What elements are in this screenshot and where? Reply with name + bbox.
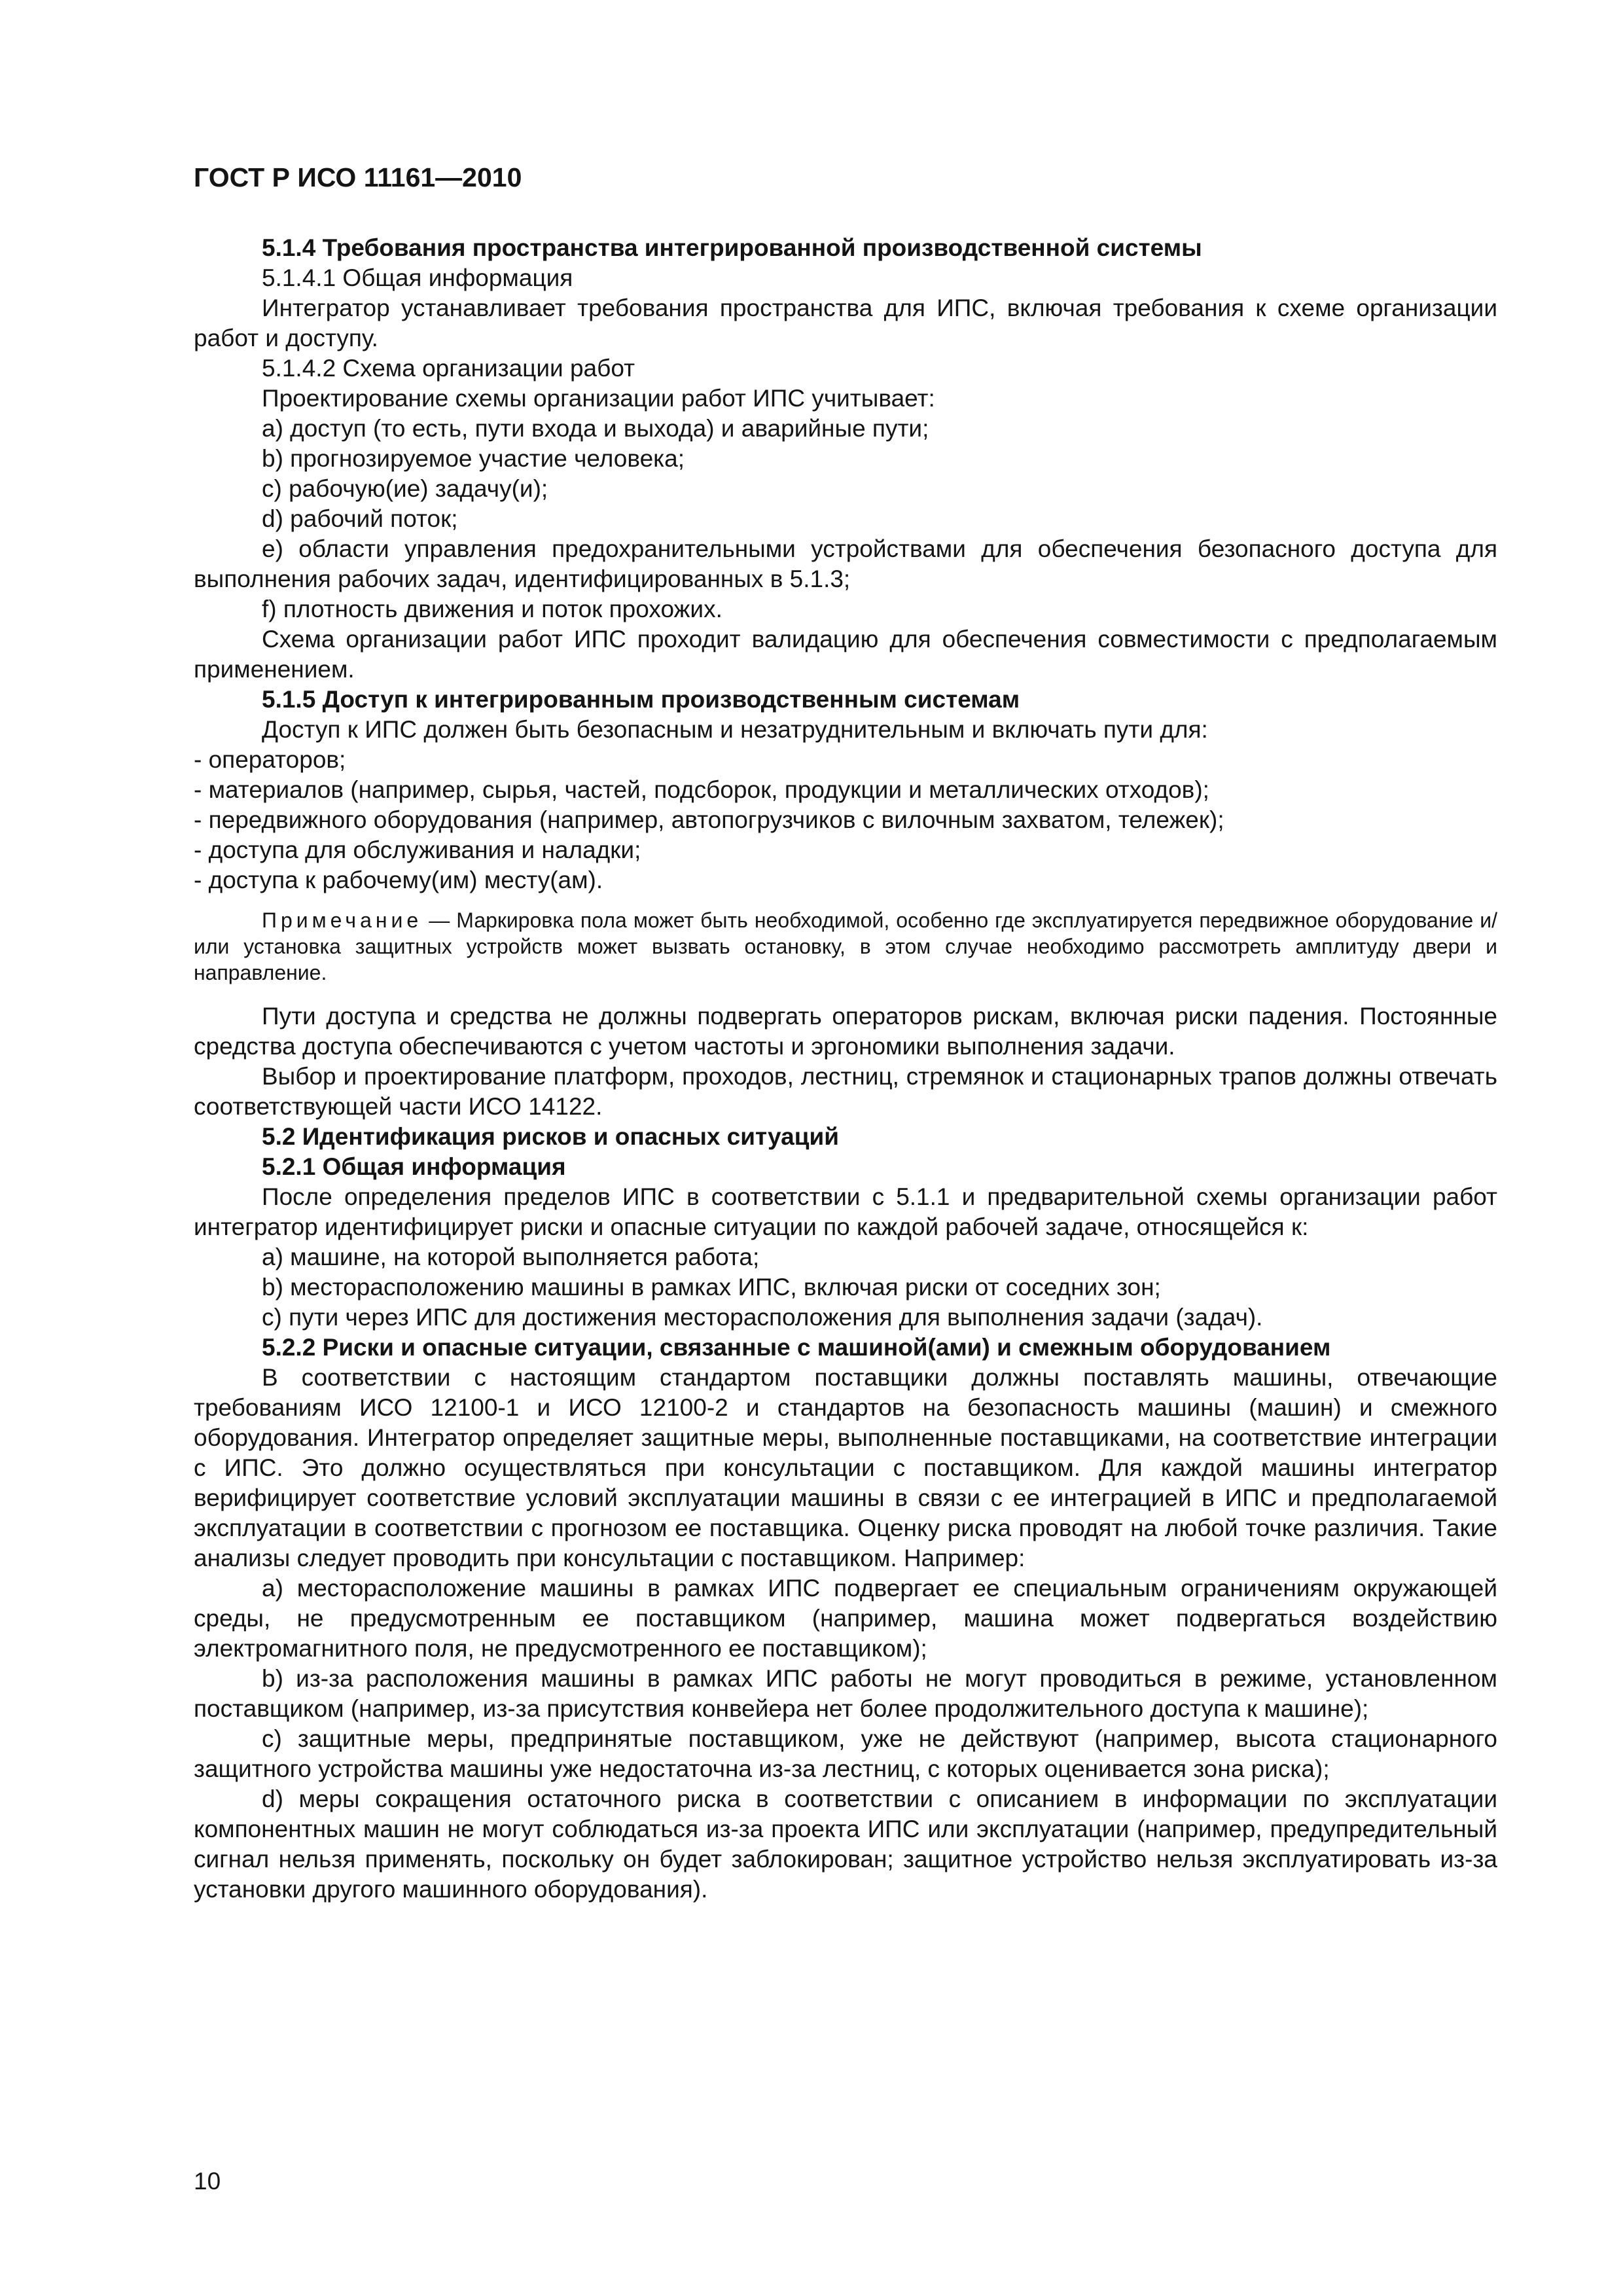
document-header: ГОСТ Р ИСО 11161—2010 [194, 162, 522, 192]
note-text: — Маркировка пола может быть необходимой, особенно где эксплуатируется передвижное оборудование и/ или установка защитных устройств может вызвать остановку, в этом случае необходимо рассмотреть амплитуду двери и направление. [194, 908, 1498, 984]
list-item: d) меры сокращения остаточного риска в соответствии с описанием в информации по эксплуатации компонентных машин не могут соблюдаться из-за проекта ИПС или эксплуатации (например, предупредительный сигнал нельзя применять, поскольку он будет заблокирован; защитное устройство нельзя эксплуатировать из-за установки другого машинного оборудования). [194, 1785, 1497, 1903]
note [194, 907, 1497, 986]
list-item: c) защитные меры, предпринятые поставщиком, уже не действуют (например, высота стационарного защитного устройства машины уже недостаточна из-за лестниц, с которых оценивается зона риска); [194, 1725, 1497, 1782]
list-item: b) прогнозируемое участие человека; [262, 445, 685, 472]
list-item: c) пути через ИПС для достижения месторасположения для выполнения задачи (задач). [262, 1304, 1263, 1331]
dash-item: - материалов (например, сырья, частей, подсборок, продукции и металлических отходов); [194, 776, 1209, 803]
paragraph: После определения пределов ИПС в соответствии с 5.1.1 и предварительной схемы организации работ интегратор идентифицирует риски и опасные ситуации по каждой рабочей задаче, относящейся к: [194, 1183, 1497, 1240]
heading-5-2: 5.2 Идентификация рисков и опасных ситуаций [262, 1123, 839, 1150]
paragraph: Выбор и проектирование платформ, проходов, лестниц, стремянок и стационарных трапов должны отвечать соответствующей части ИСО 14122. [194, 1063, 1497, 1120]
paragraph: Доступ к ИПС должен быть безопасным и незатруднительным и включать пути для: [262, 716, 1208, 743]
list-item: b) месторасположению машины в рамках ИПС, включая риски от соседних зон; [262, 1274, 1161, 1300]
list-item: f) плотность движения и поток прохожих. [262, 596, 722, 622]
subheading-5-1-4-1: 5.1.4.1 Общая информация [262, 264, 573, 291]
heading-5-1-4: 5.1.4 Требования пространства интегрированной производственной системы [262, 234, 1202, 261]
paragraph: Схема организации работ ИПС проходит валидацию для обеспечения совместимости с предполагаемым применением. [194, 626, 1497, 683]
list-item: a) машине, на которой выполняется работа; [262, 1244, 760, 1270]
list-item: b) из-за расположения машины в рамках ИПС работы не могут проводиться в режиме, установленном поставщиком (например, из-за присутствия конвейера нет более продолжительного доступа к машине); [194, 1665, 1497, 1722]
list-item: a) доступ (то есть, пути входа и выхода) и аварийные пути; [262, 415, 929, 442]
dash-item: - доступа к рабочему(им) месту(ам). [194, 867, 603, 893]
heading-5-2-2: 5.2.2 Риски и опасные ситуации, связанные с машиной(ами) и смежным оборудованием [262, 1334, 1331, 1361]
dash-item: - передвижного оборудования (например, автопогрузчиков с вилочным захватом, тележек); [194, 806, 1224, 833]
heading-5-1-5: 5.1.5 Доступ к интегрированным производственным системам [262, 686, 1020, 713]
paragraph: Пути доступа и средства не должны подвергать операторов рискам, включая риски падения. Постоянные средства доступа обеспечиваются с учетом частоты и эргономики выполнения задачи. [194, 1003, 1497, 1060]
page-number: 10 [194, 2168, 221, 2195]
document-body [194, 233, 1497, 1905]
paragraph: В соответствии с настоящим стандартом поставщики должны поставлять машины, отвечающие требованиям ИСО 12100-1 и ИСО 12100-2 и стандартов на безопасность машины (машин) и смежного оборудования. Интегратор определяет защитные меры, выполненные поставщиками, на соответствие интеграции с ИПС. Это должно осуществляться при консультации с поставщиком. Для каждой машины интегратор верифицирует соответствие условий эксплуатации машины в связи с ее интеграцией в ИПС и предполагаемой эксплуатации в соответствии с прогнозом ее поставщика. Оценку риска проводят на любой точке различия. Такие анализы следует проводить при консультации с поставщиком. Например: [194, 1364, 1497, 1571]
subheading-5-1-4-2: 5.1.4.2 Схема организации работ [262, 355, 635, 382]
list-item: e) области управления предохранительными устройствами для обеспечения безопасного доступа для выполнения рабочих задач, идентифицированных в 5.1.3; [194, 535, 1497, 592]
note-label: Примечание [262, 908, 423, 932]
dash-item: - операторов; [194, 746, 346, 773]
dash-item: - доступа для обслуживания и наладки; [194, 836, 641, 863]
list-item: d) рабочий поток; [262, 505, 458, 532]
list-item: a) месторасположение машины в рамках ИПС подвергает ее специальным ограничениям окружающей среды, не предусмотренным ее поставщиком (например, машина может подвергаться воздействию электромагнитного поля, не предусмотренного ее поставщиком); [194, 1575, 1497, 1662]
list-item: c) рабочую(ие) задачу(и); [262, 475, 548, 502]
heading-5-2-1: 5.2.1 Общая информация [262, 1153, 566, 1180]
paragraph: Интегратор устанавливает требования пространства для ИПС, включая требования к схеме организации работ и доступу. [194, 295, 1497, 351]
paragraph: Проектирование схемы организации работ ИПС учитывает: [262, 385, 935, 412]
